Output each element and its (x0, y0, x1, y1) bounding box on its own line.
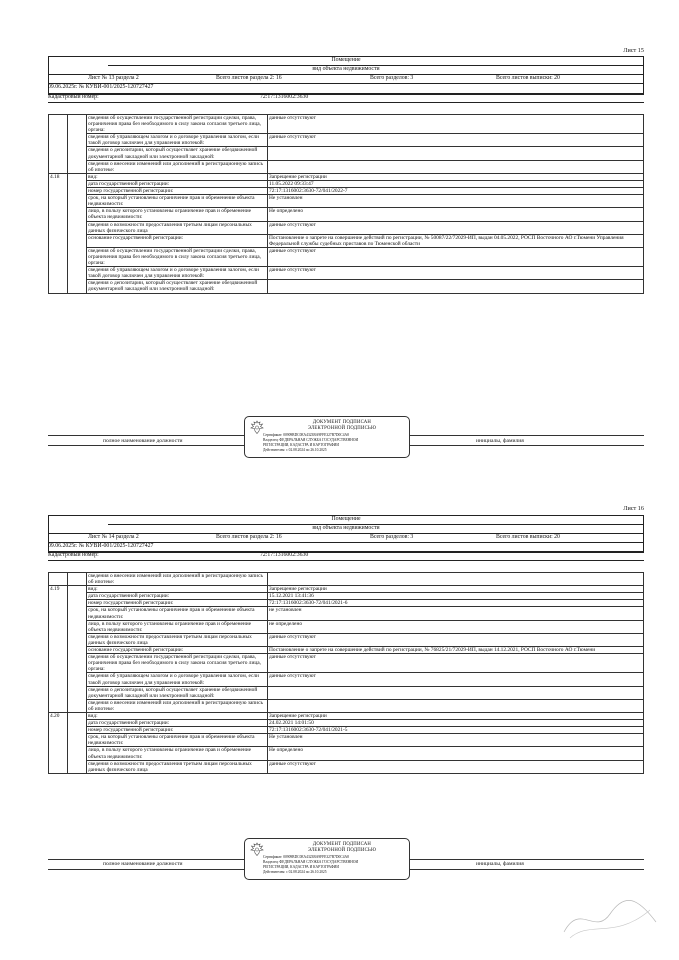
field-value: данные отсутствуют (268, 267, 644, 280)
field-value: данные отсутствуют (268, 673, 644, 686)
table-row (49, 747, 644, 760)
field-value: данные отсутствуют (268, 247, 644, 266)
field-label: дата государственной регистрации: (87, 720, 268, 727)
stamp-owner-2: РЕГИСТРАЦИИ, КАДАСТРА И КАРТОГРАФИИ (263, 443, 339, 447)
field-label: сведения о депозитарии, который осуществляет хранение обездвиженной документарной закладной или электронной закладной: (87, 147, 268, 160)
field-value: 72:17:1316002:3630-72/041/2022-7 (268, 188, 644, 195)
table-row (49, 247, 644, 266)
table-row (49, 267, 644, 280)
stamp-title: ДОКУМЕНТ ПОДПИСАН (312, 842, 372, 847)
table-row (49, 573, 644, 586)
table-row (49, 699, 644, 712)
sheet-info-row (48, 534, 644, 542)
stamp-certificate: Сертификат: 00909BDC0EA4323BA9FFE327B7D0C4A8 (263, 433, 349, 437)
field-value (268, 147, 644, 160)
extract-number: 09.06.2025г. № КУВИ-001/2025-120727427 (48, 543, 154, 549)
record-number (49, 573, 68, 586)
record-number (49, 115, 68, 174)
stamp-subtitle: ЭЛЕКТРОННОЙ ПОДПИСЬЮ (307, 426, 377, 431)
field-label: сведения об осуществлении государственной регистрации сделки, права, ограничения права без необходимого в силу закона согласия третьего лица, органа: (87, 247, 268, 266)
eagle-emblem-icon (250, 842, 264, 858)
table-row (49, 208, 644, 221)
total-sheets-extract: Всего листов выписки: 20 (496, 75, 560, 81)
field-value: Запрещение регистрации (268, 586, 644, 593)
field-label: дата государственной регистрации: (87, 180, 268, 187)
electronic-signature-stamp (244, 416, 410, 458)
field-value: не установлен (268, 607, 644, 620)
stamp-owner-1: Владелец: ФЕДЕРАЛЬНАЯ СЛУЖБА ГОСУДАРСТВЕННОЙ (263, 438, 359, 442)
table-row (49, 633, 644, 646)
field-value (268, 699, 644, 712)
field-label: сведения об управляющем залогом и о договоре управления залогом, если такой договор заключен для управления ипотекой: (87, 134, 268, 147)
table-row (49, 734, 644, 747)
field-label: номер государственной регистрации: (87, 188, 268, 195)
field-label: сведения о депозитарии, который осуществляет хранение обездвиженной документарной закладной или электронной закладной: (87, 686, 268, 699)
cadastral-label: Кадастровый номер: (48, 552, 99, 558)
object-type-title: Помещение (331, 57, 361, 63)
field-value: Запрещение регистрации (268, 712, 644, 719)
field-value: данные отсутствуют (268, 134, 644, 147)
table-row (49, 134, 644, 147)
encumbrance-table (48, 114, 644, 294)
field-label: сведения об управляющем залогом и о договоре управления залогом, если такой договор заключен для управления ипотекой: (87, 267, 268, 280)
field-value (268, 573, 644, 586)
table-row (49, 586, 644, 593)
total-sheets-section: Всего листов раздела 2: 16 (216, 534, 282, 540)
object-type-subtitle: вид объекта недвижимости (312, 66, 380, 72)
encumbrance-table (48, 572, 644, 774)
total-sheets-extract: Всего листов выписки: 20 (496, 534, 560, 540)
field-value: 24.02.2021 14:01:50 (268, 720, 644, 727)
extract-number: 09.06.2025г. № КУВИ-001/2025-120727427 (48, 84, 154, 90)
field-label: лицо, в пользу которого установлены ограничение прав и обременение объекта недвижимости: (87, 747, 268, 760)
field-label: номер государственной регистрации: (87, 727, 268, 734)
sheet-number: Лист 16 (623, 505, 644, 512)
total-sections: Всего разделов: 3 (370, 75, 414, 81)
field-value (268, 280, 644, 293)
table-row (49, 115, 644, 134)
cadastral-row (48, 552, 644, 560)
field-value: 11.05.2022 09:33:47 (268, 180, 644, 187)
sheet-info-row (48, 75, 644, 83)
field-value: 72:17:1316002:3630-72/041/2021-5 (268, 727, 644, 734)
field-value: не определено (268, 620, 644, 633)
field-label: сведения о внесении изменений или дополнений в регистрационную запись об ипотеке: (87, 699, 268, 712)
field-value: 72:17:1316002:3630-72/041/2021-6 (268, 600, 644, 607)
field-label: лицо, в пользу которого установлены ограничение прав и обременение объекта недвижимости: (87, 208, 268, 221)
table-row (49, 620, 644, 633)
table-row (49, 593, 644, 600)
field-label: сведения о депозитарии, который осуществляет хранение обездвиженной документарной закладной или электронной закладной: (87, 280, 268, 293)
cadastral-row (48, 94, 644, 102)
field-value (268, 160, 644, 173)
table-row (49, 647, 644, 654)
table-row (49, 234, 644, 247)
cadastral-value: 72:17:1316002:3630 (260, 94, 309, 100)
stamp-validity: Действителен: с 02.08.2024 по 26.10.2025 (263, 448, 327, 452)
stamp-owner-1: Владелец: ФЕДЕРАЛЬНАЯ СЛУЖБА ГОСУДАРСТВЕННОЙ (263, 860, 359, 864)
field-label: лицо, в пользу которого установлены ограничение прав и обременение объекта недвижимости: (87, 620, 268, 633)
field-label: основание государственной регистрации: (87, 234, 268, 247)
object-type-title: Помещение (331, 516, 361, 522)
table-row (49, 221, 644, 234)
field-label: вид: (87, 712, 268, 719)
total-sections: Всего разделов: 3 (370, 534, 414, 540)
table-row (49, 727, 644, 734)
field-value: 15.12.2021 13:41:36 (268, 593, 644, 600)
sheet-page-1 (48, 46, 644, 456)
stamp-validity: Действителен: с 02.08.2024 по 26.10.2025 (263, 870, 327, 874)
field-label: номер государственной регистрации: (87, 600, 268, 607)
stamp-certificate: Сертификат: 00909BDC0EA4323BA9FFE327B7D0C4A8 (263, 855, 349, 859)
table-row (49, 673, 644, 686)
handwritten-mark-icon (560, 892, 660, 942)
record-number: 4.18 (49, 173, 68, 293)
table-row (49, 188, 644, 195)
sheet-of-section: Лист № 13 раздела 2 (88, 75, 139, 81)
table-row (49, 654, 644, 673)
table-row (49, 600, 644, 607)
record-number: 4.20 (49, 712, 68, 773)
field-label: сведения о внесении изменений или дополнений в регистрационную запись об ипотеке: (87, 160, 268, 173)
stamp-owner-2: РЕГИСТРАЦИИ, КАДАСТРА И КАРТОГРАФИИ (263, 865, 339, 869)
field-label: сведения о возможности предоставления третьим лицам персональных данных физического лица (87, 760, 268, 773)
field-label: сведения об управляющем залогом и о договоре управления залогом, если такой договор заключен для управления ипотекой: (87, 673, 268, 686)
record-number: 4.19 (49, 586, 68, 713)
sheet-of-section: Лист № 14 раздела 2 (88, 534, 139, 540)
field-label: срок, на который установлены ограничение прав и обременение объекта недвижимости: (87, 195, 268, 208)
stamp-title: ДОКУМЕНТ ПОДПИСАН (312, 420, 372, 425)
table-row (49, 147, 644, 160)
field-label: срок, на который установлены ограничение прав и обременение объекта недвижимости: (87, 607, 268, 620)
field-value: данные отсутствуют (268, 760, 644, 773)
field-value: Не установлен (268, 734, 644, 747)
electronic-signature-stamp (244, 838, 410, 880)
footer-position-label: полное наименование должности (103, 438, 183, 444)
field-value: Не определено (268, 208, 644, 221)
table-row (49, 180, 644, 187)
object-type-subtitle: вид объекта недвижимости (312, 525, 380, 531)
footer-position-label: полное наименование должности (103, 861, 183, 867)
field-value: Не определено (268, 747, 644, 760)
table-row (49, 686, 644, 699)
field-value (268, 686, 644, 699)
field-value: данные отсутствуют (268, 633, 644, 646)
sheet-page-2 (48, 504, 644, 884)
table-row (49, 607, 644, 620)
table-row (49, 280, 644, 293)
field-label: сведения о возможности предоставления третьим лицам персональных данных физического лица (87, 221, 268, 234)
field-label: сведения об осуществлении государственной регистрации сделки, права, ограничения права без необходимого в силу закона согласия третьего лица, органа: (87, 654, 268, 673)
table-row (49, 760, 644, 773)
footer-name-label: инициалы, фамилия (476, 861, 524, 867)
field-value: данные отсутствуют (268, 115, 644, 134)
cadastral-value: 72:17:1316002:3630 (260, 552, 309, 558)
table-row (49, 720, 644, 727)
cadastral-label: Кадастровый номер: (48, 94, 99, 100)
field-label: вид: (87, 173, 268, 180)
table-row (49, 712, 644, 719)
table-row (49, 160, 644, 173)
eagle-emblem-icon (250, 420, 264, 436)
field-value: данные отсутствуют (268, 221, 644, 234)
field-label: сведения о возможности предоставления третьим лицам персональных данных физического лица (87, 633, 268, 646)
sheet-number: Лист 15 (623, 47, 644, 54)
field-value: Постановление о запрете на совершение действий по регистрации, № 50087/22/72029-ИП, выдан 04.05.2022, РОСП Восточного АО г.Тюмени Управления Федеральной службы судебных приставов по Тюменской области (268, 234, 644, 247)
table-row (49, 173, 644, 180)
field-value: Не установлен (268, 195, 644, 208)
field-value: Запрещение регистрации (268, 173, 644, 180)
total-sheets-section: Всего листов раздела 2: 16 (216, 75, 282, 81)
field-label: сведения о внесении изменений или дополнений в регистрационную запись об ипотеке: (87, 573, 268, 586)
field-label: основание государственной регистрации: (87, 647, 268, 654)
field-label: срок, на который установлены ограничение прав и обременение объекта недвижимости: (87, 734, 268, 747)
footer-name-label: инициалы, фамилия (476, 438, 524, 444)
table-row (49, 195, 644, 208)
field-value: данные отсутствуют (268, 654, 644, 673)
field-value: Постановление о запрете на совершение действий по регистрации, № 76825/21/72029-ИП, выдан 14.12.2021, РОСП Восточного АО г.Тюмени (268, 647, 644, 654)
stamp-subtitle: ЭЛЕКТРОННОЙ ПОДПИСЬЮ (307, 848, 377, 853)
field-label: сведения об осуществлении государственной регистрации сделки, права, ограничения права без необходимого в силу закона согласия третьего лица, органа: (87, 115, 268, 134)
field-label: дата государственной регистрации: (87, 593, 268, 600)
field-label: вид: (87, 586, 268, 593)
